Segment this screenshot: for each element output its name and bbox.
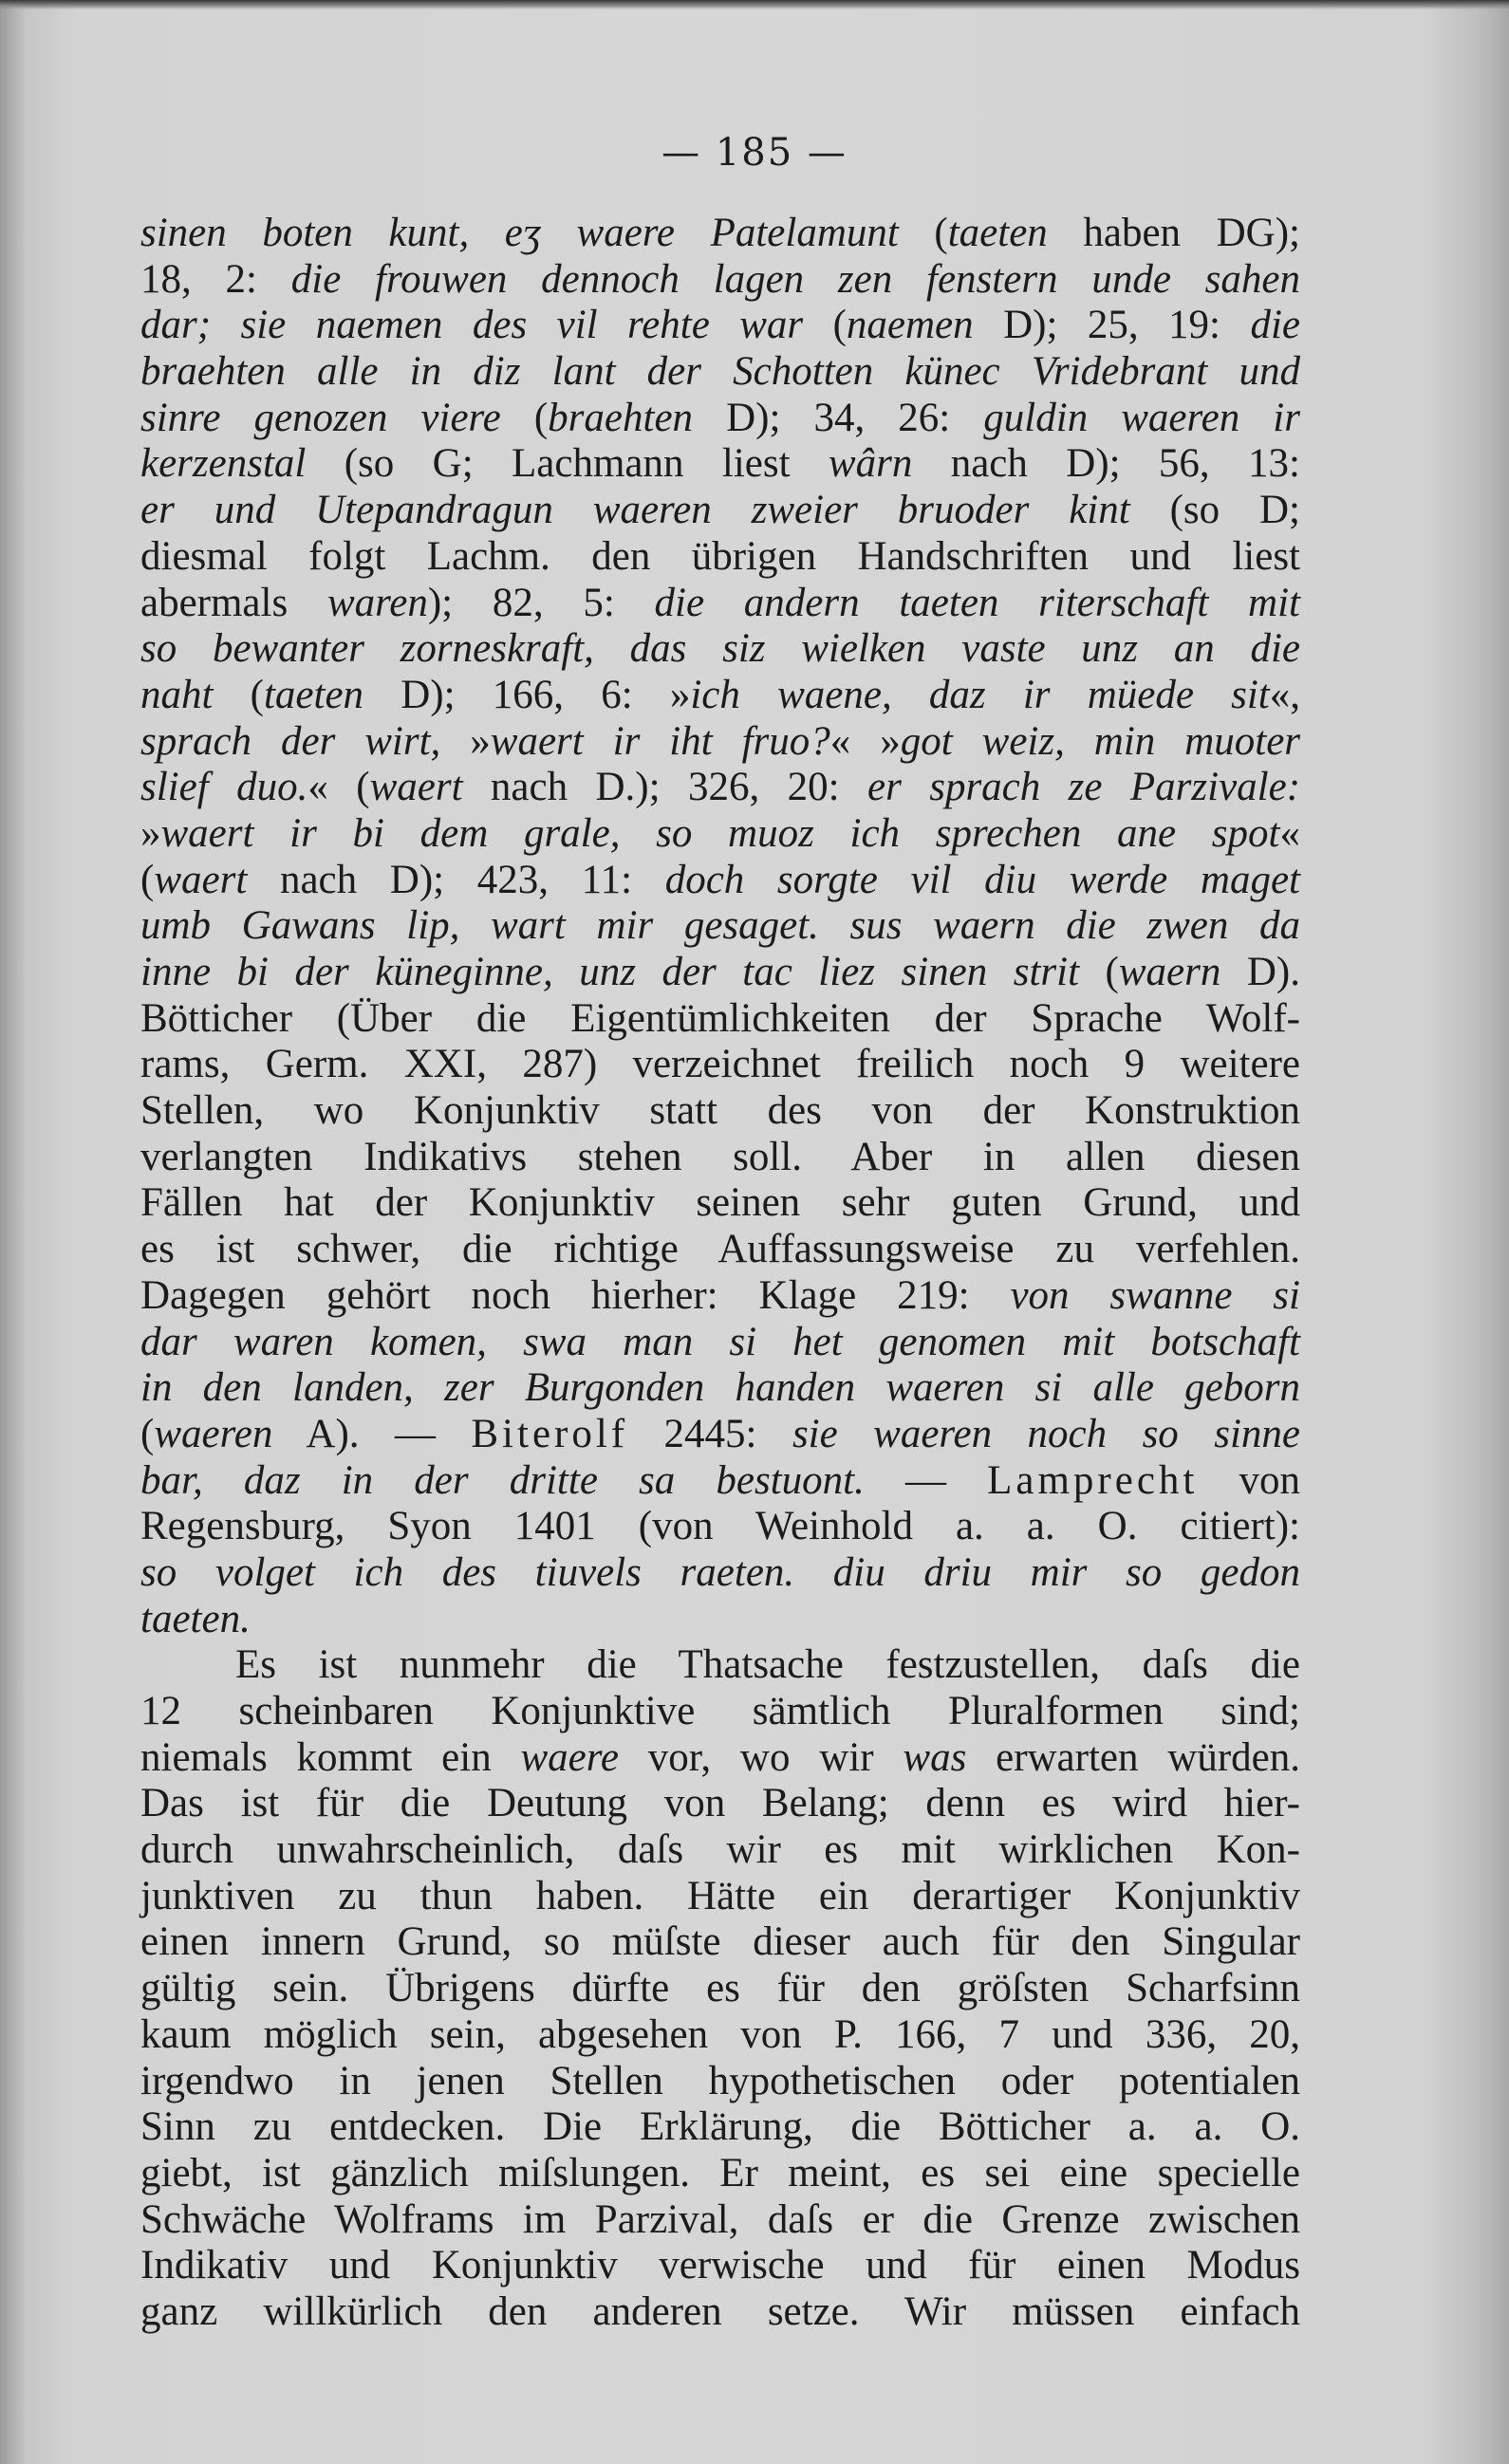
text-line [140, 1504, 1300, 1550]
text-run: Dagegen gehört noch hierher: Klage 219: [140, 1272, 1011, 1318]
italic-quote: taeten. [140, 1596, 251, 1641]
italic-quote: ich waene, daz ir müede sit [690, 672, 1270, 717]
text-line [140, 950, 1300, 996]
italic-quote: waert [154, 857, 248, 902]
italic-quote: braehten [548, 395, 694, 440]
text-run: ( [140, 1411, 155, 1456]
text-run: diesmal folgt Lachm. den übrigen Handschriften und liest [140, 533, 1300, 579]
italic-quote: guldin waeren ir [983, 395, 1300, 440]
text-run: D); 166, 6: » [363, 672, 691, 717]
text-run: ganz willkürlich den anderen setze. Wir müssen einfach [140, 2288, 1300, 2334]
italic-quote: waren [326, 580, 428, 625]
italic-quote: got weiz, min muoter [900, 718, 1301, 764]
text-run: kaum möglich sein, abgesehen von P. 166, 7 und 336, 20, [140, 2011, 1300, 2057]
text-line [140, 811, 1300, 858]
text-line [140, 2012, 1300, 2059]
italic-quote: er und Utepandragun waeren zweier bruoder kint [140, 488, 1130, 533]
italic-quote: braehten alle in diz lant der Schotten künec Vridebrant und [140, 349, 1300, 395]
text-line [140, 1273, 1300, 1320]
text-run: » [140, 810, 161, 856]
text-line [140, 719, 1300, 766]
italic-quote: waern [1118, 950, 1221, 994]
text-line [140, 581, 1300, 627]
italic-quote: in den landen, zer Burgonden handen waeren si alle geborn [140, 1365, 1300, 1411]
italic-quote: waere [520, 1734, 619, 1780]
text-run: Lamprecht [987, 1457, 1199, 1503]
italic-quote: was [903, 1734, 967, 1780]
text-run: Schwäche Wolframs im Parzival, daſs er die Grenze zwischen [140, 2196, 1300, 2242]
text-run: « [1279, 810, 1300, 856]
text-line [140, 1458, 1300, 1505]
text-run: (so G; Lachmann liest [306, 441, 829, 487]
text-run: Fällen hat der Konjunktiv seinen sehr guten Grund, und [140, 1180, 1300, 1226]
text-line [140, 257, 1300, 304]
text-line [140, 1919, 1300, 1966]
text-run: D); 25, 19: [973, 303, 1251, 348]
text-line [140, 1365, 1300, 1412]
italic-quote: waert ir bi dem grale, so muoz ich sprechen ane spot [160, 810, 1280, 856]
text-line [140, 858, 1300, 904]
italic-quote: kerzenstal [140, 441, 307, 487]
italic-quote: bar, daz in der dritte sa bestuont. [140, 1457, 865, 1503]
text-line [140, 2104, 1300, 2151]
text-run: ( [803, 303, 847, 348]
italic-quote: dar waren komen, swa man si het genomen mit botschaft [140, 1319, 1300, 1364]
italic-quote: von swanne si [1010, 1272, 1300, 1318]
text-run: durch unwahrscheinlich, daſs wir es mit wirklichen Kon- [140, 1827, 1300, 1873]
text-run: ( [213, 672, 264, 717]
text-run: haben DG); [1047, 211, 1300, 255]
text-run: D). [1220, 950, 1300, 994]
text-run: — [864, 1457, 988, 1503]
text-line [140, 1781, 1300, 1827]
text-run: « » [829, 718, 901, 764]
text-run: (so D; [1129, 488, 1300, 533]
text-line [140, 2059, 1300, 2105]
italic-quote: sinre genozen viere [140, 395, 501, 440]
text-line [140, 534, 1300, 581]
italic-quote: sie waeren noch so sinne [792, 1411, 1301, 1456]
text-line [140, 626, 1300, 673]
text-run: Biterolf [471, 1411, 629, 1456]
text-run: ); 82, 5: [427, 580, 655, 625]
text-line [140, 1874, 1300, 1920]
text-run: erwarten würden. [966, 1734, 1300, 1780]
text-run: vor, wo wir [619, 1734, 904, 1780]
italic-quote: doch sorgte vil diu werde maget [664, 857, 1300, 902]
text-run: Es ist nunmehr die Thatsache festzustellen, daſs die [235, 1642, 1300, 1688]
italic-quote: slief duo. [140, 765, 308, 810]
text-line [140, 1597, 1300, 1643]
text-run: rams, Germ. XXI, 287) verzeichnet freilich noch 9 weitere [140, 1042, 1300, 1087]
text-line [140, 488, 1300, 534]
text-line [140, 1135, 1300, 1181]
italic-quote: inne bi der küneginne, unz der tac liez sinen strit [140, 950, 1080, 994]
text-run: » [440, 718, 491, 764]
text-run: Regensburg, Syon 1401 (von Weinhold a. a. O. citiert): [140, 1504, 1300, 1549]
text-run: von [1198, 1457, 1301, 1503]
text-line [140, 396, 1300, 442]
italic-quote: taeten [947, 211, 1048, 255]
italic-quote: so bewanter zorneskraft, das siz wielken vaste unz an die [140, 626, 1300, 672]
text-run: Das ist für die Deutung von Belang; denn es wird hier- [140, 1781, 1300, 1826]
text-line [140, 211, 1300, 257]
text-run: ( [140, 857, 155, 902]
text-run: ( [500, 395, 549, 440]
text-run: nach D.); 326, 20: [462, 765, 867, 810]
text-line [140, 1412, 1300, 1458]
text-run: junktiven zu thun haben. Hätte ein derartiger Konjunktiv [140, 1873, 1300, 1918]
text-run: abermals [140, 580, 327, 625]
text-line [140, 303, 1300, 349]
italic-quote: naht [140, 672, 214, 717]
text-run: verlangten Indikativs stehen soll. Aber in allen diesen [140, 1134, 1300, 1179]
text-line [140, 2151, 1300, 2197]
text-line [140, 349, 1300, 396]
text-run: Stellen, wo Konjunktiv statt des von der Konstruktion [140, 1088, 1300, 1134]
text-run: gültig sein. Übrigens dürfte es für den gröſsten Scharfsinn [140, 1966, 1300, 2011]
text-run: 2445: [628, 1411, 792, 1456]
text-line [140, 2243, 1300, 2289]
italic-quote: sinen boten kunt, eʒ waere Patelamunt [140, 211, 899, 255]
text-line [140, 1966, 1300, 2012]
italic-quote: sprach der wirt, [140, 718, 441, 764]
text-run: « ( [307, 765, 370, 810]
text-line [140, 1320, 1300, 1366]
text-run: niemals kommt ein [140, 1734, 521, 1780]
italic-quote: dar; sie naemen des vil rehte war [140, 303, 804, 348]
text-run: nach D); 423, 11: [247, 857, 665, 902]
italic-quote: die frouwen dennoch lagen zen fenstern unde sahen [290, 256, 1301, 302]
scan-top-edge [0, 0, 1509, 9]
text-run: Indikativ und Konjunktiv verwische und für einen Modus [140, 2243, 1300, 2288]
italic-quote: umb Gawans lip, wart mir gesaget. sus waern die zwen da [140, 903, 1300, 949]
text-line [140, 673, 1300, 719]
italic-quote: die andern taeten riterschaft mit [654, 580, 1300, 625]
text-run: einen innern Grund, so müſste dieser auch für den Singular [140, 1919, 1300, 1965]
text-run: nach D); 56, 13: [912, 441, 1301, 487]
text-run: «, [1269, 672, 1300, 717]
text-line [140, 1642, 1300, 1689]
text-run: Bötticher (Über die Eigentümlichkeiten der Sprache Wolf- [140, 995, 1300, 1041]
text-run: Sinn zu entdecken. Die Erklärung, die Bötticher a. a. O. [140, 2104, 1300, 2150]
text-run: es ist schwer, die richtige Auffassungsweise zu verfehlen. [140, 1227, 1300, 1272]
text-line [140, 903, 1300, 950]
italic-quote: er sprach ze Parzivale: [866, 765, 1301, 810]
text-line [140, 441, 1300, 488]
italic-quote: waert [369, 765, 463, 810]
italic-quote: naemen [846, 303, 974, 348]
text-run: giebt, ist gänzlich miſslungen. Er meint, es sei eine specielle [140, 2150, 1300, 2195]
italic-quote: waeren [154, 1411, 273, 1456]
text-run: ( [1079, 950, 1119, 994]
page-number: — 185 — [661, 131, 848, 175]
italic-quote: wârn [828, 441, 913, 487]
text-line [140, 996, 1300, 1043]
body-text [140, 211, 1300, 2336]
text-line [140, 1735, 1300, 1782]
text-line [140, 1550, 1300, 1597]
italic-quote: waert ir iht fruo? [490, 718, 830, 764]
text-line [140, 2197, 1300, 2244]
text-run: 18, 2: [140, 256, 291, 302]
text-run: 12 scheinbaren Konjunktive sämtlich Pluralformen sind; [140, 1689, 1300, 1733]
text-line [140, 1180, 1300, 1227]
text-line [140, 1689, 1300, 1735]
italic-quote: taeten [263, 672, 364, 717]
text-run: D); 34, 26: [693, 395, 984, 440]
italic-quote: so volget ich des tiuvels raeten. diu driu mir so gedon [140, 1549, 1300, 1595]
italic-quote: die [1250, 303, 1300, 348]
text-run: irgendwo in jenen Stellen hypothetischen oder potentialen [140, 2058, 1300, 2103]
text-line [140, 765, 1300, 811]
text-run: A). — [272, 1411, 472, 1456]
text-run: ( [898, 211, 948, 255]
text-line [140, 1042, 1300, 1088]
text-line [140, 1227, 1300, 1273]
text-line [140, 1827, 1300, 1874]
text-line [140, 1088, 1300, 1135]
text-line [140, 2289, 1300, 2336]
